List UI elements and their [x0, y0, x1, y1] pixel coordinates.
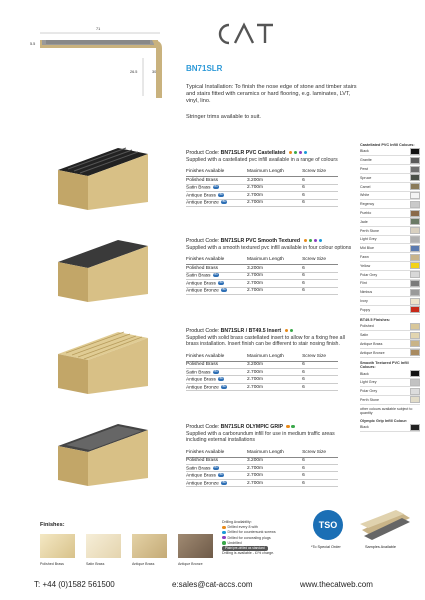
colour-row	[360, 192, 420, 201]
stringer-note: Stringer trims available to suit.	[186, 114, 261, 120]
col-length: Maximum Length	[247, 169, 302, 177]
colour-row	[360, 280, 420, 289]
colour-swatch	[410, 306, 420, 313]
finish-cell: Antique Brass	[186, 377, 216, 383]
col-length: Maximum Length	[247, 450, 302, 458]
table-row	[186, 184, 338, 191]
length-cell: 2.700m	[247, 192, 302, 199]
section-code: BN71SLR PVC Castellated	[220, 150, 286, 156]
finishes-table	[186, 169, 338, 207]
smooth-heading: Smooth Textured PVC Infill Colours:	[360, 360, 409, 370]
drilling-item-label: Drilled for concealing plugs	[227, 535, 271, 540]
colour-name: Jade	[360, 219, 368, 224]
screw-cell: 6	[302, 184, 338, 191]
section-description: Supplied with solid brass castellated insert to allow for a fixing free all brass installation. Insert finish can be different to stair nosing finish.	[186, 335, 345, 348]
drilling-item-label: Undrilled	[227, 540, 242, 545]
col-length: Maximum Length	[247, 257, 302, 265]
tso-badge: TSO	[313, 510, 343, 540]
colour-name: Black	[360, 149, 369, 154]
table-row	[186, 265, 338, 272]
colour-row	[360, 253, 420, 262]
dim-left-label: 5.5	[30, 42, 36, 46]
length-cell: 2.700m	[247, 376, 302, 383]
section-pvc-castellated	[186, 150, 356, 207]
finish-cell: Polished Brass	[186, 178, 218, 183]
colour-name: Yellow	[360, 263, 371, 268]
drill-dot-orange	[285, 329, 289, 333]
colour-row	[360, 218, 420, 227]
colour-swatch	[410, 183, 420, 190]
screw-cell: 6	[302, 272, 338, 279]
colour-name: Black	[360, 425, 369, 430]
finish-label: Antique Bronze	[178, 562, 203, 566]
colour-name: Pewt	[360, 167, 368, 172]
drilling-dots	[283, 328, 293, 334]
colour-name: Perth Stone	[360, 397, 379, 402]
finish-cell: Polished Brass	[186, 362, 218, 368]
colour-row	[360, 262, 420, 271]
table-row	[186, 199, 338, 206]
finish-cell: Antique Brass	[186, 473, 216, 479]
colour-swatch	[410, 289, 420, 296]
length-cell: 2.700m	[247, 199, 302, 206]
footer-phone: T: +44 (0)1582 561500	[34, 580, 115, 589]
castellated-heading: Castellated PVC Infill Colours:	[360, 143, 415, 147]
col-finish: Finishes Available	[186, 354, 247, 362]
finish-swatch-polished-brass	[40, 534, 75, 558]
legend-dot-purple	[222, 536, 226, 540]
section-description: Supplied with a carborundum infill for use in medium traffic areas including external installations	[186, 431, 335, 444]
colour-row	[360, 379, 420, 388]
colour-row	[360, 331, 420, 340]
screw-cell: 6	[302, 376, 338, 383]
colour-row	[360, 200, 420, 209]
section-bt49-insert	[186, 328, 356, 391]
screw-cell: 6	[302, 479, 338, 486]
bt-finish-list	[360, 322, 420, 357]
screw-cell: 6	[302, 280, 338, 287]
section-code: BN71SLR OLYMPIC GRIP	[220, 424, 283, 430]
installation-text: Typical Installation: To finish the nose edge of stone and timber stairs and stairs fitted with ceramics or hard flooring, e.g. laminates, LVT, vinyl, lino.	[186, 84, 357, 104]
colour-sidebar	[360, 140, 420, 432]
finish-cell: Antique Bronze	[186, 288, 219, 294]
table-row	[186, 272, 338, 279]
colour-swatch	[410, 166, 420, 173]
colour-row	[360, 244, 420, 253]
drilling-title: Drilling Availability:	[222, 520, 252, 524]
colour-name: Pueblo	[360, 211, 372, 216]
colour-row	[360, 297, 420, 306]
section-description: Supplied with a smooth textured pvc infill available in four colour options	[186, 245, 352, 251]
section-pvc-smooth	[186, 238, 356, 295]
colour-row	[360, 322, 420, 331]
colour-swatch	[410, 201, 420, 208]
colour-row	[360, 306, 420, 315]
table-row	[186, 457, 338, 464]
finish-cell: Satin Brass	[186, 185, 211, 191]
tbc-badge: TBC	[218, 280, 224, 284]
colour-name: Flint	[360, 281, 367, 286]
colour-name: Polar Grey	[360, 389, 378, 394]
colour-name: Granite	[360, 158, 372, 163]
colour-row	[360, 227, 420, 236]
screw-cell: 6	[302, 192, 338, 199]
colour-swatch	[410, 280, 420, 287]
tbc-badge: TBC	[221, 200, 227, 204]
screw-cell: 6	[302, 361, 338, 368]
footer-website[interactable]: www.thecatweb.com	[300, 580, 373, 589]
finishes-title: Finishes:	[40, 522, 65, 528]
colour-name: Poppy	[360, 307, 371, 312]
col-screw: Screw Size	[302, 169, 338, 177]
colour-swatch	[410, 218, 420, 225]
finish-cell: Satin Brass	[186, 369, 211, 375]
section-olympic-grip	[186, 424, 356, 487]
tbc-badge: TBC	[218, 473, 224, 477]
olympic-colour-list	[360, 423, 420, 432]
col-finish: Finishes Available	[186, 257, 247, 265]
section-code: BN71SLR / BT49.5 Insert	[220, 328, 282, 334]
length-cell: 2.700m	[247, 369, 302, 376]
colour-row	[360, 396, 420, 405]
colour-name: Light Grey	[360, 380, 377, 385]
screw-cell: 6	[302, 369, 338, 376]
length-cell: 3.200m	[247, 265, 302, 272]
colour-name: Light Grey	[360, 237, 377, 242]
profile-dimension-drawing	[28, 27, 163, 100]
colour-swatch	[410, 210, 420, 217]
colour-swatch	[410, 245, 420, 252]
bt-heading: BT49.5 Finishes:	[360, 317, 391, 322]
colour-row	[360, 387, 420, 396]
tbc-badge: TBC	[212, 273, 219, 277]
drill-dot-orange	[304, 239, 308, 243]
olympic-heading: Olympic Grip Infill Colour:	[360, 418, 408, 423]
screw-cell: 6	[302, 457, 338, 464]
colour-row	[360, 174, 420, 183]
section-code-prefix: Product Code:	[186, 328, 221, 334]
colour-row	[360, 209, 420, 218]
drilling-note: Drilling is available - £/% charge.	[222, 551, 275, 556]
drilling-dots	[285, 424, 295, 430]
screw-cell: 6	[302, 287, 338, 294]
colour-name: Mid Blue	[360, 246, 374, 251]
finish-cell: Polished Brass	[186, 266, 218, 271]
colour-swatch	[410, 254, 420, 261]
table-row	[186, 376, 338, 383]
finishes-table	[186, 450, 338, 488]
colour-name: Antique Bronze	[360, 350, 385, 355]
tbc-badge: TBC	[212, 369, 219, 373]
product-code-title: BN71SLR	[186, 64, 223, 73]
colour-row	[360, 271, 420, 280]
table-row	[186, 177, 338, 184]
section-code-line	[186, 150, 356, 156]
colour-swatch	[410, 298, 420, 305]
finish-swatch-satin-brass	[86, 534, 121, 558]
finishes-table	[186, 257, 338, 295]
colour-row	[360, 340, 420, 349]
length-cell: 3.200m	[247, 457, 302, 464]
drill-dot-purple	[299, 151, 303, 155]
colour-swatch	[410, 370, 420, 377]
colour-name: Camel	[360, 184, 371, 189]
colour-name: Spruce	[360, 175, 372, 180]
table-row	[186, 472, 338, 479]
standard-pill: Plain/pre-drilled as standard	[222, 546, 268, 551]
smooth-note: other colours available subject to quantity	[360, 406, 413, 416]
colour-swatch	[410, 227, 420, 234]
legend-dot-orange	[222, 526, 226, 530]
samples-image	[360, 510, 412, 547]
finish-cell: Antique Bronze	[186, 480, 219, 486]
drill-dot-green	[309, 239, 313, 243]
tbc-badge: TBC	[218, 192, 224, 196]
colour-swatch	[410, 262, 420, 269]
colour-row	[360, 236, 420, 245]
colour-name: Regency	[360, 202, 375, 207]
colour-swatch	[410, 174, 420, 181]
screw-cell: 6	[302, 383, 338, 390]
colour-row	[360, 349, 420, 358]
section-code: BN71SLR PVC Smooth Textured	[220, 238, 301, 244]
colour-row	[360, 370, 420, 379]
drilling-dots	[287, 150, 307, 156]
colour-row	[360, 288, 420, 297]
colour-swatch	[410, 157, 420, 164]
table-row	[186, 280, 338, 287]
colour-row	[360, 165, 420, 174]
length-cell: 3.200m	[247, 177, 302, 184]
tbc-badge: TBC	[221, 288, 227, 292]
length-cell: 2.700m	[247, 383, 302, 390]
tbc-badge: TBC	[212, 465, 219, 469]
colour-swatch	[410, 424, 420, 431]
screw-cell: 6	[302, 472, 338, 479]
finish-swatch-antique-bronze	[178, 534, 213, 558]
finish-cell: Antique Brass	[186, 280, 216, 286]
colour-swatch	[410, 396, 420, 403]
colour-name: Antique Brass	[360, 341, 383, 346]
col-screw: Screw Size	[302, 354, 338, 362]
drilling-item-label: Drilled for countersunk screws	[227, 530, 276, 535]
samples-label: Samples Available	[365, 545, 396, 549]
dim-top-label: 71	[96, 27, 101, 31]
section-code-prefix: Product Code:	[186, 238, 221, 244]
finish-label: Polished Brass	[40, 562, 64, 566]
legend-dot-blue	[222, 531, 226, 535]
colour-row	[360, 148, 420, 157]
tbc-badge: TBC	[221, 384, 227, 388]
colour-name: Fawn	[360, 255, 369, 260]
drill-dot-orange	[286, 425, 290, 429]
finish-label: Satin Brass	[86, 562, 105, 566]
smooth-colour-list	[360, 370, 420, 405]
dim-right-label: 30	[152, 70, 157, 74]
tbc-badge: TBC	[212, 185, 219, 189]
dim-mid-label: 26.5	[130, 70, 138, 74]
table-row	[186, 287, 338, 294]
drill-dot-blue	[319, 239, 323, 243]
length-cell: 2.700m	[247, 184, 302, 191]
colour-swatch	[410, 388, 420, 395]
screw-cell: 6	[302, 265, 338, 272]
colour-swatch	[410, 349, 420, 356]
colour-swatch	[410, 340, 420, 347]
length-cell: 3.200m	[247, 361, 302, 368]
length-cell: 2.700m	[247, 479, 302, 486]
screw-cell: 6	[302, 199, 338, 206]
finishes-table	[186, 354, 338, 392]
colour-row	[360, 183, 420, 192]
length-cell: 2.700m	[247, 280, 302, 287]
section-code-line	[186, 238, 356, 244]
col-screw: Screw Size	[302, 450, 338, 458]
colour-swatch	[410, 271, 420, 278]
length-cell: 2.700m	[247, 472, 302, 479]
section-code-line	[186, 328, 356, 334]
drill-dot-green	[291, 425, 295, 429]
colour-name: Polished	[360, 324, 374, 329]
table-row	[186, 479, 338, 486]
table-row	[186, 383, 338, 390]
tbc-badge: TBC	[221, 480, 227, 484]
finish-cell: Satin Brass	[186, 465, 211, 471]
tso-label: *To Special Order	[311, 545, 341, 549]
colour-row	[360, 156, 420, 165]
finish-cell: Satin Brass	[186, 273, 211, 279]
table-row	[186, 361, 338, 368]
drill-dot-purple	[314, 239, 318, 243]
section-description: Supplied with a castellated pvc infill available in a range of colours	[186, 157, 338, 163]
finish-cell: Antique Brass	[186, 192, 216, 198]
drilling-item-label: Drilled every 8 with	[227, 525, 258, 530]
colour-name: Perth Stone	[360, 228, 379, 233]
screw-cell: 6	[302, 465, 338, 472]
finish-cell: Polished Brass	[186, 458, 218, 464]
colour-swatch	[410, 323, 420, 330]
colour-name: Ivory	[360, 299, 368, 304]
colour-swatch	[410, 192, 420, 199]
colour-name: Black	[360, 371, 369, 376]
drilling-legend	[222, 520, 276, 556]
legend-dot-green	[222, 541, 226, 545]
product-image-smooth	[48, 232, 158, 307]
drilling-dots	[302, 238, 322, 244]
product-image-olympic-grip	[48, 416, 158, 491]
length-cell: 2.700m	[247, 465, 302, 472]
colour-name: Polar Grey	[360, 272, 378, 277]
product-image-insert	[48, 324, 158, 399]
drill-dot-orange	[289, 151, 293, 155]
drill-dot-green	[294, 151, 298, 155]
brand-logo	[215, 22, 275, 46]
screw-cell: 6	[302, 177, 338, 184]
section-code-prefix: Product Code:	[186, 424, 221, 430]
table-row	[186, 369, 338, 376]
tbc-badge: TBC	[218, 377, 224, 381]
length-cell: 2.700m	[247, 272, 302, 279]
colour-name: Satin	[360, 333, 369, 338]
drill-dot-blue	[304, 151, 308, 155]
table-row	[186, 192, 338, 199]
colour-row	[360, 423, 420, 432]
section-code-prefix: Product Code:	[186, 150, 221, 156]
drill-dot-green	[290, 329, 294, 333]
footer-email[interactable]: e:sales@cat-accs.com	[172, 580, 253, 589]
product-image-castellated	[48, 140, 158, 215]
table-row	[186, 465, 338, 472]
length-cell: 2.700m	[247, 287, 302, 294]
col-screw: Screw Size	[302, 257, 338, 265]
section-code-line	[186, 424, 356, 430]
colour-swatch	[410, 236, 420, 243]
finish-cell: Antique Bronze	[186, 384, 219, 390]
finish-cell: Antique Bronze	[186, 200, 219, 206]
colour-swatch	[410, 332, 420, 339]
col-finish: Finishes Available	[186, 169, 247, 177]
finish-swatch-antique-brass	[132, 534, 167, 558]
colour-swatch	[410, 148, 420, 155]
colour-swatch	[410, 379, 420, 386]
col-finish: Finishes Available	[186, 450, 247, 458]
castellated-colour-list	[360, 148, 420, 315]
colour-name: White	[360, 193, 370, 198]
finish-label: Antique Brass	[132, 562, 155, 566]
colour-name: Nimbus	[360, 290, 373, 295]
col-length: Maximum Length	[247, 354, 302, 362]
